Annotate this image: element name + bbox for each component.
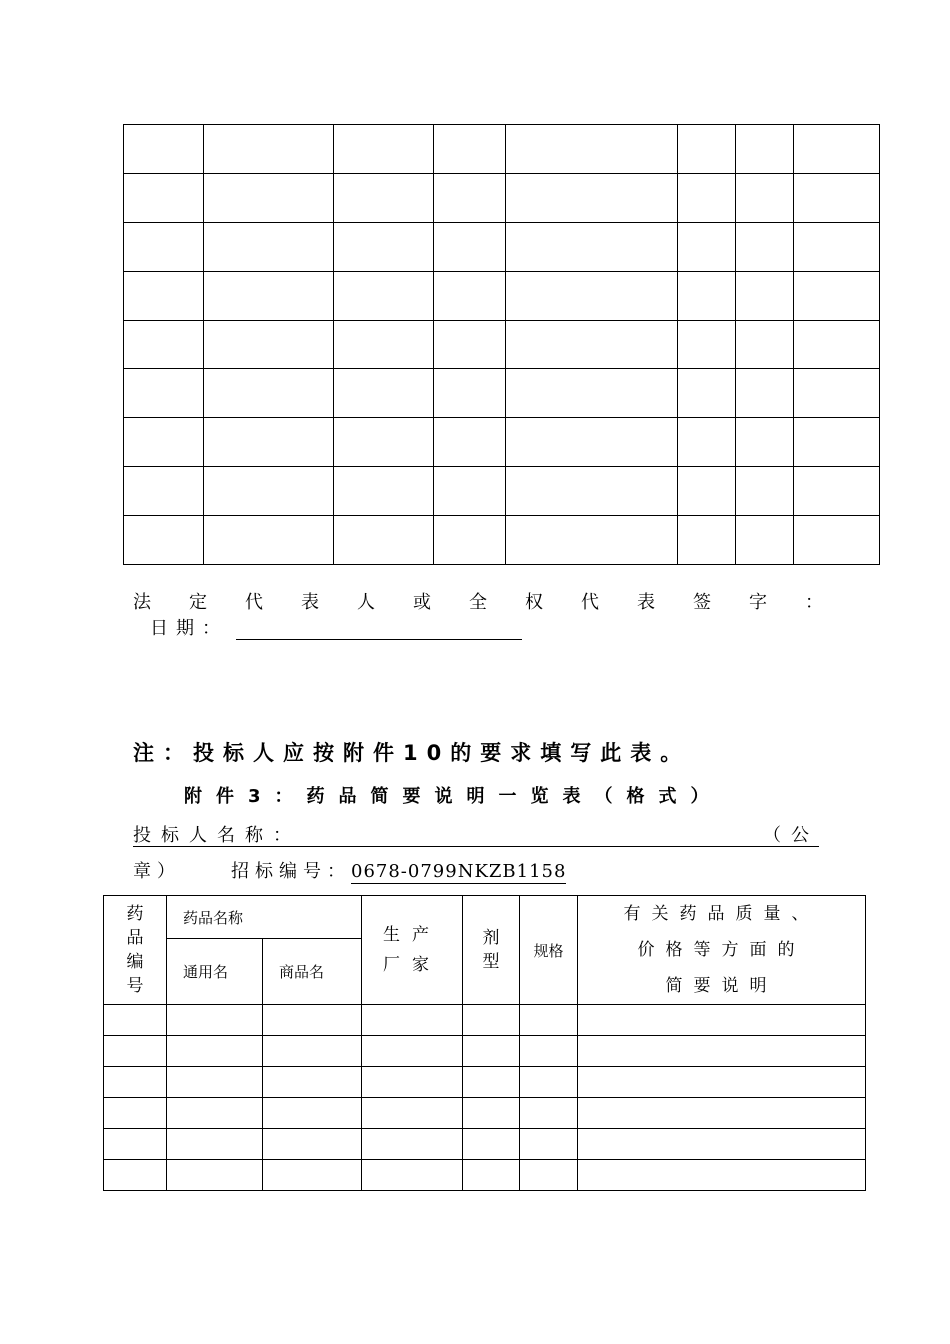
grid-cell[interactable]: [736, 516, 794, 565]
grid-cell[interactable]: [204, 418, 334, 467]
grid-cell[interactable]: [678, 125, 736, 174]
header-generic-name: 通用名: [167, 939, 263, 1005]
grid-cell[interactable]: [678, 222, 736, 271]
table-cell[interactable]: [263, 1067, 362, 1098]
grid-cell[interactable]: [334, 271, 434, 320]
grid-cell[interactable]: [204, 271, 334, 320]
signature-char: 代: [245, 592, 263, 613]
grid-cell[interactable]: [204, 320, 334, 369]
table-cell[interactable]: [263, 1036, 362, 1067]
grid-cell[interactable]: [434, 173, 506, 222]
grid-cell[interactable]: [794, 467, 880, 516]
grid-cell[interactable]: [736, 222, 794, 271]
grid-cell[interactable]: [124, 516, 204, 565]
grid-cell[interactable]: [678, 271, 736, 320]
seal-open-label: （公: [763, 825, 819, 846]
grid-cell[interactable]: [506, 173, 678, 222]
grid-cell[interactable]: [124, 125, 204, 174]
signature-char: 签: [693, 592, 711, 613]
header-drug-name: 药品名称: [167, 896, 362, 939]
table-cell[interactable]: [362, 1098, 463, 1129]
grid-row: [124, 271, 880, 320]
table-cell[interactable]: [463, 1098, 520, 1129]
grid-cell[interactable]: [506, 271, 678, 320]
header-spec: 规格: [520, 896, 578, 1005]
signature-char: 全: [469, 592, 487, 613]
table-cell[interactable]: [578, 1160, 866, 1191]
table-cell[interactable]: [362, 1129, 463, 1160]
table-cell[interactable]: [520, 1005, 578, 1036]
grid-cell[interactable]: [124, 173, 204, 222]
signature-char: 定: [189, 592, 207, 613]
table-row: [104, 1160, 866, 1191]
grid-cell[interactable]: [204, 173, 334, 222]
table-cell[interactable]: [463, 1160, 520, 1191]
signature-char: 或: [413, 592, 431, 613]
grid-cell[interactable]: [794, 173, 880, 222]
header-trade-name: 商品名: [263, 939, 362, 1005]
grid-cell[interactable]: [794, 271, 880, 320]
grid-cell[interactable]: [794, 418, 880, 467]
table-cell[interactable]: [520, 1098, 578, 1129]
table-cell[interactable]: [578, 1067, 866, 1098]
table-cell[interactable]: [463, 1036, 520, 1067]
table-row: [104, 1005, 866, 1036]
table-cell[interactable]: [104, 1098, 167, 1129]
grid-cell[interactable]: [434, 516, 506, 565]
date-field[interactable]: [236, 621, 522, 640]
grid-cell[interactable]: [124, 369, 204, 418]
grid-cell[interactable]: [434, 271, 506, 320]
grid-cell[interactable]: [794, 369, 880, 418]
table-cell[interactable]: [104, 1160, 167, 1191]
bidder-name-line: [133, 826, 819, 847]
signature-char: 字: [749, 592, 767, 613]
grid-cell[interactable]: [434, 222, 506, 271]
signature-char: 表: [637, 592, 655, 613]
empty-grid-table: [123, 124, 880, 565]
table-cell[interactable]: [463, 1067, 520, 1098]
grid-cell[interactable]: [204, 222, 334, 271]
table-row: [104, 1129, 866, 1160]
grid-row: [124, 173, 880, 222]
signature-char: 权: [525, 592, 543, 613]
grid-row: [124, 222, 880, 271]
grid-cell[interactable]: [334, 320, 434, 369]
grid-cell[interactable]: [204, 369, 334, 418]
grid-cell[interactable]: [794, 516, 880, 565]
grid-cell[interactable]: [678, 467, 736, 516]
grid-cell[interactable]: [794, 125, 880, 174]
grid-cell[interactable]: [434, 320, 506, 369]
table-row: [104, 1098, 866, 1129]
table-cell[interactable]: [104, 1005, 167, 1036]
grid-cell[interactable]: [204, 125, 334, 174]
date-label: 日期：: [150, 618, 228, 639]
grid-cell[interactable]: [434, 369, 506, 418]
table-cell[interactable]: [263, 1129, 362, 1160]
table-cell[interactable]: [362, 1067, 463, 1098]
grid-cell[interactable]: [678, 320, 736, 369]
table-cell[interactable]: [578, 1098, 866, 1129]
grid-cell[interactable]: [794, 222, 880, 271]
grid-cell[interactable]: [506, 222, 678, 271]
table-cell[interactable]: [362, 1036, 463, 1067]
table-cell[interactable]: [263, 1005, 362, 1036]
table-cell[interactable]: [520, 1067, 578, 1098]
grid-row: [124, 516, 880, 565]
table-cell[interactable]: [104, 1036, 167, 1067]
grid-cell[interactable]: [124, 320, 204, 369]
table-cell[interactable]: [263, 1098, 362, 1129]
signature-line: [133, 592, 823, 614]
table-cell[interactable]: [578, 1129, 866, 1160]
signature-char: 人: [357, 592, 375, 613]
table-cell[interactable]: [167, 1098, 263, 1129]
date-line: [150, 618, 522, 640]
bid-code-line: [133, 862, 566, 884]
grid-cell[interactable]: [334, 418, 434, 467]
grid-row: [124, 320, 880, 369]
drug-summary-table: [103, 895, 866, 1191]
header-description: 有关药品质量、 价格等方面的 简要说明: [578, 896, 866, 1005]
grid-row: [124, 467, 880, 516]
seal-close-label: 章）: [133, 861, 181, 882]
grid-cell[interactable]: [434, 467, 506, 516]
table-cell[interactable]: [167, 1160, 263, 1191]
table-cell[interactable]: [104, 1067, 167, 1098]
grid-cell[interactable]: [736, 271, 794, 320]
grid-cell[interactable]: [506, 418, 678, 467]
grid-cell[interactable]: [506, 516, 678, 565]
grid-cell[interactable]: [794, 320, 880, 369]
grid-cell[interactable]: [736, 320, 794, 369]
table-cell[interactable]: [463, 1005, 520, 1036]
grid-cell[interactable]: [334, 222, 434, 271]
grid-cell[interactable]: [434, 125, 506, 174]
grid-row: [124, 418, 880, 467]
table-cell[interactable]: [520, 1036, 578, 1067]
header-drug-no: 药品编号: [104, 896, 167, 1005]
grid-cell[interactable]: [506, 125, 678, 174]
table-cell[interactable]: [362, 1005, 463, 1036]
table-cell[interactable]: [167, 1129, 263, 1160]
table-cell[interactable]: [520, 1129, 578, 1160]
table-cell[interactable]: [167, 1067, 263, 1098]
grid-cell[interactable]: [204, 467, 334, 516]
table-row: [104, 1067, 866, 1098]
signature-char: ：: [805, 592, 823, 613]
table-cell[interactable]: [520, 1160, 578, 1191]
grid-row: [124, 125, 880, 174]
table-cell[interactable]: [463, 1129, 520, 1160]
table-cell[interactable]: [263, 1160, 362, 1191]
grid-cell[interactable]: [736, 173, 794, 222]
grid-cell[interactable]: [736, 125, 794, 174]
grid-cell[interactable]: [678, 173, 736, 222]
grid-cell[interactable]: [736, 418, 794, 467]
table-row: [104, 1036, 866, 1067]
bid-code-value: 0678-0799NKZB1158: [351, 861, 567, 882]
grid-cell[interactable]: [434, 418, 506, 467]
signature-char: 代: [581, 592, 599, 613]
grid-cell[interactable]: [736, 467, 794, 516]
table-cell[interactable]: [104, 1129, 167, 1160]
grid-cell[interactable]: [124, 418, 204, 467]
grid-cell[interactable]: [334, 467, 434, 516]
bidder-name-label: 投标人名称：: [133, 825, 301, 846]
note-text: 注：投标人应按附件10的要求填写此表。: [133, 741, 691, 765]
grid-cell[interactable]: [678, 418, 736, 467]
grid-cell[interactable]: [124, 222, 204, 271]
header-dosage-form: 剂型: [463, 896, 520, 1005]
table-cell[interactable]: [167, 1005, 263, 1036]
grid-cell[interactable]: [334, 516, 434, 565]
grid-cell[interactable]: [334, 173, 434, 222]
grid-row: [124, 369, 880, 418]
grid-cell[interactable]: [678, 369, 736, 418]
signature-char: 表: [301, 592, 319, 613]
grid-cell[interactable]: [334, 125, 434, 174]
signature-char: 法: [133, 592, 151, 613]
grid-cell[interactable]: [736, 369, 794, 418]
grid-cell[interactable]: [204, 516, 334, 565]
grid-cell[interactable]: [334, 369, 434, 418]
header-manufacturer: 生产厂家: [362, 896, 463, 1005]
table-cell[interactable]: [167, 1036, 263, 1067]
table-cell[interactable]: [362, 1160, 463, 1191]
grid-cell[interactable]: [506, 369, 678, 418]
table-cell[interactable]: [578, 1005, 866, 1036]
appendix-title: 附件3：药品简要说明一览表（格式）: [184, 786, 723, 807]
table-cell[interactable]: [578, 1036, 866, 1067]
grid-cell[interactable]: [506, 467, 678, 516]
grid-cell[interactable]: [124, 271, 204, 320]
bid-code-label: 招标编号：: [231, 861, 351, 882]
grid-cell[interactable]: [678, 516, 736, 565]
grid-cell[interactable]: [124, 467, 204, 516]
grid-cell[interactable]: [506, 320, 678, 369]
